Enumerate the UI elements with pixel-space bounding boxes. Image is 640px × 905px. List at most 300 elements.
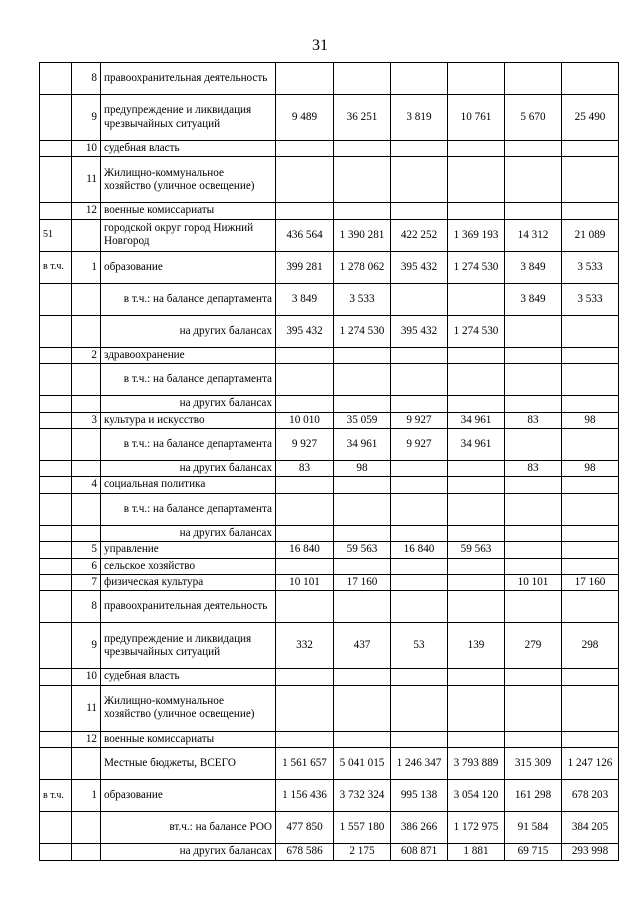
value-cell-6 xyxy=(562,685,619,731)
value-cell-5: 83 xyxy=(505,412,562,428)
value-cell-4 xyxy=(448,203,505,219)
value-cell-4 xyxy=(448,477,505,493)
value-cell-6: 21 089 xyxy=(562,219,619,251)
value-cell-2: 35 059 xyxy=(334,412,391,428)
value-cell-4: 1 172 975 xyxy=(448,812,505,844)
table-row xyxy=(40,669,619,685)
value-cell-4 xyxy=(448,558,505,574)
value-cell-3 xyxy=(391,461,448,477)
value-cell-2 xyxy=(334,731,391,747)
value-cell-5 xyxy=(505,669,562,685)
value-cell-2: 59 563 xyxy=(334,542,391,558)
code-cell xyxy=(40,396,72,412)
table-row xyxy=(40,542,619,558)
value-cell-6 xyxy=(562,203,619,219)
value-cell-6 xyxy=(562,542,619,558)
value-cell-6 xyxy=(562,669,619,685)
value-cell-4 xyxy=(448,63,505,95)
table-row xyxy=(40,493,619,525)
table-row xyxy=(40,203,619,219)
item-name-cell: управление xyxy=(101,542,276,558)
value-cell-1 xyxy=(276,203,334,219)
item-name-cell: на других балансах xyxy=(101,461,276,477)
value-cell-6 xyxy=(562,396,619,412)
value-cell-5 xyxy=(505,591,562,623)
value-cell-3 xyxy=(391,477,448,493)
value-cell-1: 1 156 436 xyxy=(276,780,334,812)
code-cell xyxy=(40,558,72,574)
value-cell-3: 1 246 347 xyxy=(391,748,448,780)
value-cell-5 xyxy=(505,141,562,157)
value-cell-1 xyxy=(276,558,334,574)
value-cell-6 xyxy=(562,157,619,203)
section-number-cell: 11 xyxy=(72,685,101,731)
value-cell-2: 34 961 xyxy=(334,429,391,461)
value-cell-6: 1 247 126 xyxy=(562,748,619,780)
value-cell-1: 1 561 657 xyxy=(276,748,334,780)
value-cell-4 xyxy=(448,591,505,623)
value-cell-5: 69 715 xyxy=(505,844,562,860)
value-cell-1 xyxy=(276,141,334,157)
value-cell-4 xyxy=(448,575,505,591)
table-row xyxy=(40,251,619,283)
section-number-cell xyxy=(72,283,101,315)
value-cell-3: 9 927 xyxy=(391,429,448,461)
value-cell-5: 91 584 xyxy=(505,812,562,844)
item-name-cell: вт.ч.: на балансе РОО xyxy=(101,812,276,844)
section-number-cell: 2 xyxy=(72,347,101,363)
value-cell-1 xyxy=(276,731,334,747)
value-cell-1 xyxy=(276,63,334,95)
code-cell xyxy=(40,685,72,731)
value-cell-1: 395 432 xyxy=(276,315,334,347)
value-cell-5 xyxy=(505,493,562,525)
section-number-cell: 5 xyxy=(72,542,101,558)
value-cell-5: 315 309 xyxy=(505,748,562,780)
code-cell xyxy=(40,429,72,461)
value-cell-4: 139 xyxy=(448,623,505,669)
section-number-cell xyxy=(72,429,101,461)
code-cell xyxy=(40,591,72,623)
section-number-cell xyxy=(72,315,101,347)
value-cell-4: 3 054 120 xyxy=(448,780,505,812)
section-number-cell xyxy=(72,461,101,477)
value-cell-4: 1 274 530 xyxy=(448,315,505,347)
value-cell-5 xyxy=(505,731,562,747)
code-cell xyxy=(40,844,72,860)
item-name-cell: в т.ч.: на балансе департамента xyxy=(101,283,276,315)
section-number-cell: 8 xyxy=(72,591,101,623)
value-cell-2 xyxy=(334,525,391,541)
item-name-cell: образование xyxy=(101,780,276,812)
value-cell-6 xyxy=(562,591,619,623)
value-cell-4 xyxy=(448,157,505,203)
value-cell-1: 477 850 xyxy=(276,812,334,844)
value-cell-4: 1 369 193 xyxy=(448,219,505,251)
value-cell-6 xyxy=(562,63,619,95)
value-cell-3 xyxy=(391,493,448,525)
item-name-cell: на других балансах xyxy=(101,844,276,860)
value-cell-3: 422 252 xyxy=(391,219,448,251)
value-cell-6 xyxy=(562,429,619,461)
table-row xyxy=(40,429,619,461)
value-cell-1 xyxy=(276,525,334,541)
item-name-cell: правоохранительная деятельность xyxy=(101,63,276,95)
value-cell-3: 395 432 xyxy=(391,251,448,283)
code-cell xyxy=(40,731,72,747)
code-cell xyxy=(40,493,72,525)
value-cell-1: 10 101 xyxy=(276,575,334,591)
value-cell-1: 332 xyxy=(276,623,334,669)
value-cell-5: 5 670 xyxy=(505,95,562,141)
value-cell-5 xyxy=(505,203,562,219)
code-cell xyxy=(40,347,72,363)
value-cell-6: 3 533 xyxy=(562,251,619,283)
value-cell-2: 3 732 324 xyxy=(334,780,391,812)
value-cell-2 xyxy=(334,558,391,574)
section-number-cell xyxy=(72,844,101,860)
value-cell-6 xyxy=(562,525,619,541)
code-cell xyxy=(40,748,72,780)
table-row xyxy=(40,525,619,541)
value-cell-4 xyxy=(448,141,505,157)
table-row xyxy=(40,780,619,812)
item-name-cell: в т.ч.: на балансе департамента xyxy=(101,429,276,461)
item-name-cell: социальная политика xyxy=(101,477,276,493)
table-row xyxy=(40,591,619,623)
section-number-cell: 4 xyxy=(72,477,101,493)
code-cell xyxy=(40,812,72,844)
value-cell-1 xyxy=(276,493,334,525)
value-cell-3: 386 266 xyxy=(391,812,448,844)
value-cell-5 xyxy=(505,542,562,558)
value-cell-1: 3 849 xyxy=(276,283,334,315)
value-cell-2 xyxy=(334,347,391,363)
value-cell-2 xyxy=(334,685,391,731)
value-cell-3 xyxy=(391,558,448,574)
value-cell-2 xyxy=(334,157,391,203)
table-row xyxy=(40,477,619,493)
code-cell xyxy=(40,157,72,203)
value-cell-5 xyxy=(505,429,562,461)
value-cell-5 xyxy=(505,347,562,363)
value-cell-4 xyxy=(448,461,505,477)
value-cell-2: 437 xyxy=(334,623,391,669)
value-cell-1 xyxy=(276,396,334,412)
table-row xyxy=(40,95,619,141)
section-number-cell: 6 xyxy=(72,558,101,574)
item-name-cell: в т.ч.: на балансе департамента xyxy=(101,493,276,525)
value-cell-2: 3 533 xyxy=(334,283,391,315)
item-name-cell: на других балансах xyxy=(101,525,276,541)
value-cell-2 xyxy=(334,396,391,412)
value-cell-4 xyxy=(448,669,505,685)
table-body xyxy=(40,63,619,861)
item-name-cell: Жилищно-коммунальное хозяйство (уличное освещение) xyxy=(101,685,276,731)
value-cell-1 xyxy=(276,685,334,731)
value-cell-6: 293 998 xyxy=(562,844,619,860)
value-cell-3 xyxy=(391,685,448,731)
table-row xyxy=(40,364,619,396)
section-number-cell xyxy=(72,748,101,780)
item-name-cell: городской округ город Нижний Новгород xyxy=(101,219,276,251)
item-name-cell: предупреждение и ликвидация чрезвычайных ситуаций xyxy=(101,623,276,669)
value-cell-5 xyxy=(505,558,562,574)
item-name-cell: в т.ч.: на балансе департамента xyxy=(101,364,276,396)
section-number-cell: 9 xyxy=(72,95,101,141)
value-cell-5: 10 101 xyxy=(505,575,562,591)
value-cell-6 xyxy=(562,477,619,493)
value-cell-1: 678 586 xyxy=(276,844,334,860)
section-number-cell: 3 xyxy=(72,412,101,428)
table-row xyxy=(40,283,619,315)
value-cell-5: 3 849 xyxy=(505,251,562,283)
value-cell-1 xyxy=(276,347,334,363)
value-cell-4: 10 761 xyxy=(448,95,505,141)
page-number: 31 xyxy=(312,37,328,54)
value-cell-5 xyxy=(505,525,562,541)
item-name-cell: физическая культура xyxy=(101,575,276,591)
value-cell-2 xyxy=(334,591,391,623)
section-number-cell xyxy=(72,493,101,525)
value-cell-4: 59 563 xyxy=(448,542,505,558)
value-cell-4 xyxy=(448,283,505,315)
code-cell: 51 xyxy=(40,219,72,251)
value-cell-5: 161 298 xyxy=(505,780,562,812)
item-name-cell: образование xyxy=(101,251,276,283)
value-cell-3 xyxy=(391,141,448,157)
code-cell xyxy=(40,95,72,141)
item-name-cell: судебная власть xyxy=(101,669,276,685)
item-name-cell: правоохранительная деятельность xyxy=(101,591,276,623)
value-cell-3: 16 840 xyxy=(391,542,448,558)
code-cell xyxy=(40,283,72,315)
table-row xyxy=(40,315,619,347)
value-cell-1 xyxy=(276,477,334,493)
value-cell-2 xyxy=(334,364,391,396)
value-cell-3 xyxy=(391,63,448,95)
value-cell-6: 3 533 xyxy=(562,283,619,315)
value-cell-1: 10 010 xyxy=(276,412,334,428)
value-cell-1 xyxy=(276,157,334,203)
item-name-cell: судебная власть xyxy=(101,141,276,157)
section-number-cell: 1 xyxy=(72,780,101,812)
item-name-cell: военные комиссариаты xyxy=(101,731,276,747)
value-cell-1 xyxy=(276,669,334,685)
section-number-cell: 9 xyxy=(72,623,101,669)
value-cell-1 xyxy=(276,591,334,623)
table-row xyxy=(40,157,619,203)
value-cell-1: 436 564 xyxy=(276,219,334,251)
value-cell-1: 16 840 xyxy=(276,542,334,558)
value-cell-6: 98 xyxy=(562,412,619,428)
value-cell-3 xyxy=(391,396,448,412)
item-name-cell: сельское хозяйство xyxy=(101,558,276,574)
value-cell-6 xyxy=(562,141,619,157)
value-cell-5: 3 849 xyxy=(505,283,562,315)
table-row xyxy=(40,219,619,251)
value-cell-5: 279 xyxy=(505,623,562,669)
value-cell-3 xyxy=(391,283,448,315)
section-number-cell: 7 xyxy=(72,575,101,591)
table-row xyxy=(40,347,619,363)
value-cell-6: 17 160 xyxy=(562,575,619,591)
value-cell-4 xyxy=(448,685,505,731)
value-cell-2: 1 557 180 xyxy=(334,812,391,844)
value-cell-4 xyxy=(448,731,505,747)
section-number-cell: 1 xyxy=(72,251,101,283)
value-cell-1: 399 281 xyxy=(276,251,334,283)
value-cell-1: 9 927 xyxy=(276,429,334,461)
code-cell xyxy=(40,412,72,428)
value-cell-6 xyxy=(562,493,619,525)
value-cell-5: 14 312 xyxy=(505,219,562,251)
code-cell xyxy=(40,461,72,477)
value-cell-3 xyxy=(391,525,448,541)
value-cell-2 xyxy=(334,141,391,157)
code-cell xyxy=(40,315,72,347)
code-cell xyxy=(40,669,72,685)
code-cell xyxy=(40,141,72,157)
table-row xyxy=(40,844,619,860)
item-name-cell: культура и искусство xyxy=(101,412,276,428)
value-cell-6: 298 xyxy=(562,623,619,669)
value-cell-6: 25 490 xyxy=(562,95,619,141)
code-cell xyxy=(40,542,72,558)
code-cell xyxy=(40,203,72,219)
code-cell xyxy=(40,525,72,541)
section-number-cell xyxy=(72,525,101,541)
value-cell-2: 1 390 281 xyxy=(334,219,391,251)
code-cell: в т.ч. xyxy=(40,251,72,283)
table-row xyxy=(40,812,619,844)
value-cell-2 xyxy=(334,203,391,219)
value-cell-4: 3 793 889 xyxy=(448,748,505,780)
value-cell-4: 1 881 xyxy=(448,844,505,860)
table-row xyxy=(40,685,619,731)
item-name-cell: предупреждение и ликвидация чрезвычайных ситуаций xyxy=(101,95,276,141)
value-cell-2: 1 274 530 xyxy=(334,315,391,347)
section-number-cell: 8 xyxy=(72,63,101,95)
code-cell: в т.ч. xyxy=(40,780,72,812)
value-cell-6: 98 xyxy=(562,461,619,477)
value-cell-3 xyxy=(391,575,448,591)
section-number-cell xyxy=(72,396,101,412)
value-cell-1: 83 xyxy=(276,461,334,477)
section-number-cell xyxy=(72,812,101,844)
value-cell-2 xyxy=(334,477,391,493)
section-number-cell: 10 xyxy=(72,669,101,685)
value-cell-2 xyxy=(334,493,391,525)
value-cell-4: 34 961 xyxy=(448,412,505,428)
value-cell-3: 3 819 xyxy=(391,95,448,141)
table-row xyxy=(40,748,619,780)
value-cell-5 xyxy=(505,685,562,731)
section-number-cell: 12 xyxy=(72,203,101,219)
item-name-cell: Местные бюджеты, ВСЕГО xyxy=(101,748,276,780)
value-cell-3 xyxy=(391,591,448,623)
value-cell-5 xyxy=(505,477,562,493)
budget-table xyxy=(39,62,619,861)
value-cell-6 xyxy=(562,731,619,747)
code-cell xyxy=(40,63,72,95)
table-row xyxy=(40,141,619,157)
value-cell-2: 17 160 xyxy=(334,575,391,591)
value-cell-5 xyxy=(505,396,562,412)
item-name-cell: военные комиссариаты xyxy=(101,203,276,219)
value-cell-6 xyxy=(562,315,619,347)
value-cell-3 xyxy=(391,157,448,203)
value-cell-3 xyxy=(391,347,448,363)
value-cell-6: 678 203 xyxy=(562,780,619,812)
value-cell-2: 2 175 xyxy=(334,844,391,860)
value-cell-4: 34 961 xyxy=(448,429,505,461)
code-cell xyxy=(40,575,72,591)
value-cell-4 xyxy=(448,364,505,396)
value-cell-3: 9 927 xyxy=(391,412,448,428)
value-cell-3: 995 138 xyxy=(391,780,448,812)
value-cell-3: 395 432 xyxy=(391,315,448,347)
value-cell-5 xyxy=(505,315,562,347)
value-cell-4 xyxy=(448,493,505,525)
code-cell xyxy=(40,477,72,493)
section-number-cell: 10 xyxy=(72,141,101,157)
value-cell-2: 98 xyxy=(334,461,391,477)
table-row xyxy=(40,396,619,412)
value-cell-3 xyxy=(391,669,448,685)
item-name-cell: на других балансах xyxy=(101,396,276,412)
value-cell-6: 384 205 xyxy=(562,812,619,844)
value-cell-5 xyxy=(505,63,562,95)
value-cell-2: 36 251 xyxy=(334,95,391,141)
value-cell-6 xyxy=(562,364,619,396)
value-cell-5: 83 xyxy=(505,461,562,477)
value-cell-4 xyxy=(448,396,505,412)
section-number-cell: 11 xyxy=(72,157,101,203)
value-cell-2: 1 278 062 xyxy=(334,251,391,283)
item-name-cell: здравоохранение xyxy=(101,347,276,363)
value-cell-6 xyxy=(562,558,619,574)
value-cell-4: 1 274 530 xyxy=(448,251,505,283)
value-cell-2 xyxy=(334,63,391,95)
section-number-cell: 12 xyxy=(72,731,101,747)
value-cell-6 xyxy=(562,347,619,363)
code-cell xyxy=(40,623,72,669)
item-name-cell: на других балансах xyxy=(101,315,276,347)
value-cell-2 xyxy=(334,669,391,685)
value-cell-4 xyxy=(448,347,505,363)
value-cell-3 xyxy=(391,203,448,219)
value-cell-5 xyxy=(505,364,562,396)
value-cell-1: 9 489 xyxy=(276,95,334,141)
value-cell-3 xyxy=(391,731,448,747)
value-cell-3: 53 xyxy=(391,623,448,669)
table-row xyxy=(40,461,619,477)
table-row xyxy=(40,731,619,747)
value-cell-1 xyxy=(276,364,334,396)
value-cell-3 xyxy=(391,364,448,396)
section-number-cell xyxy=(72,219,101,251)
value-cell-4 xyxy=(448,525,505,541)
value-cell-2: 5 041 015 xyxy=(334,748,391,780)
table-row xyxy=(40,412,619,428)
value-cell-5 xyxy=(505,157,562,203)
value-cell-3: 608 871 xyxy=(391,844,448,860)
table-row xyxy=(40,558,619,574)
table-row xyxy=(40,63,619,95)
item-name-cell: Жилищно-коммунальное хозяйство (уличное освещение) xyxy=(101,157,276,203)
section-number-cell xyxy=(72,364,101,396)
